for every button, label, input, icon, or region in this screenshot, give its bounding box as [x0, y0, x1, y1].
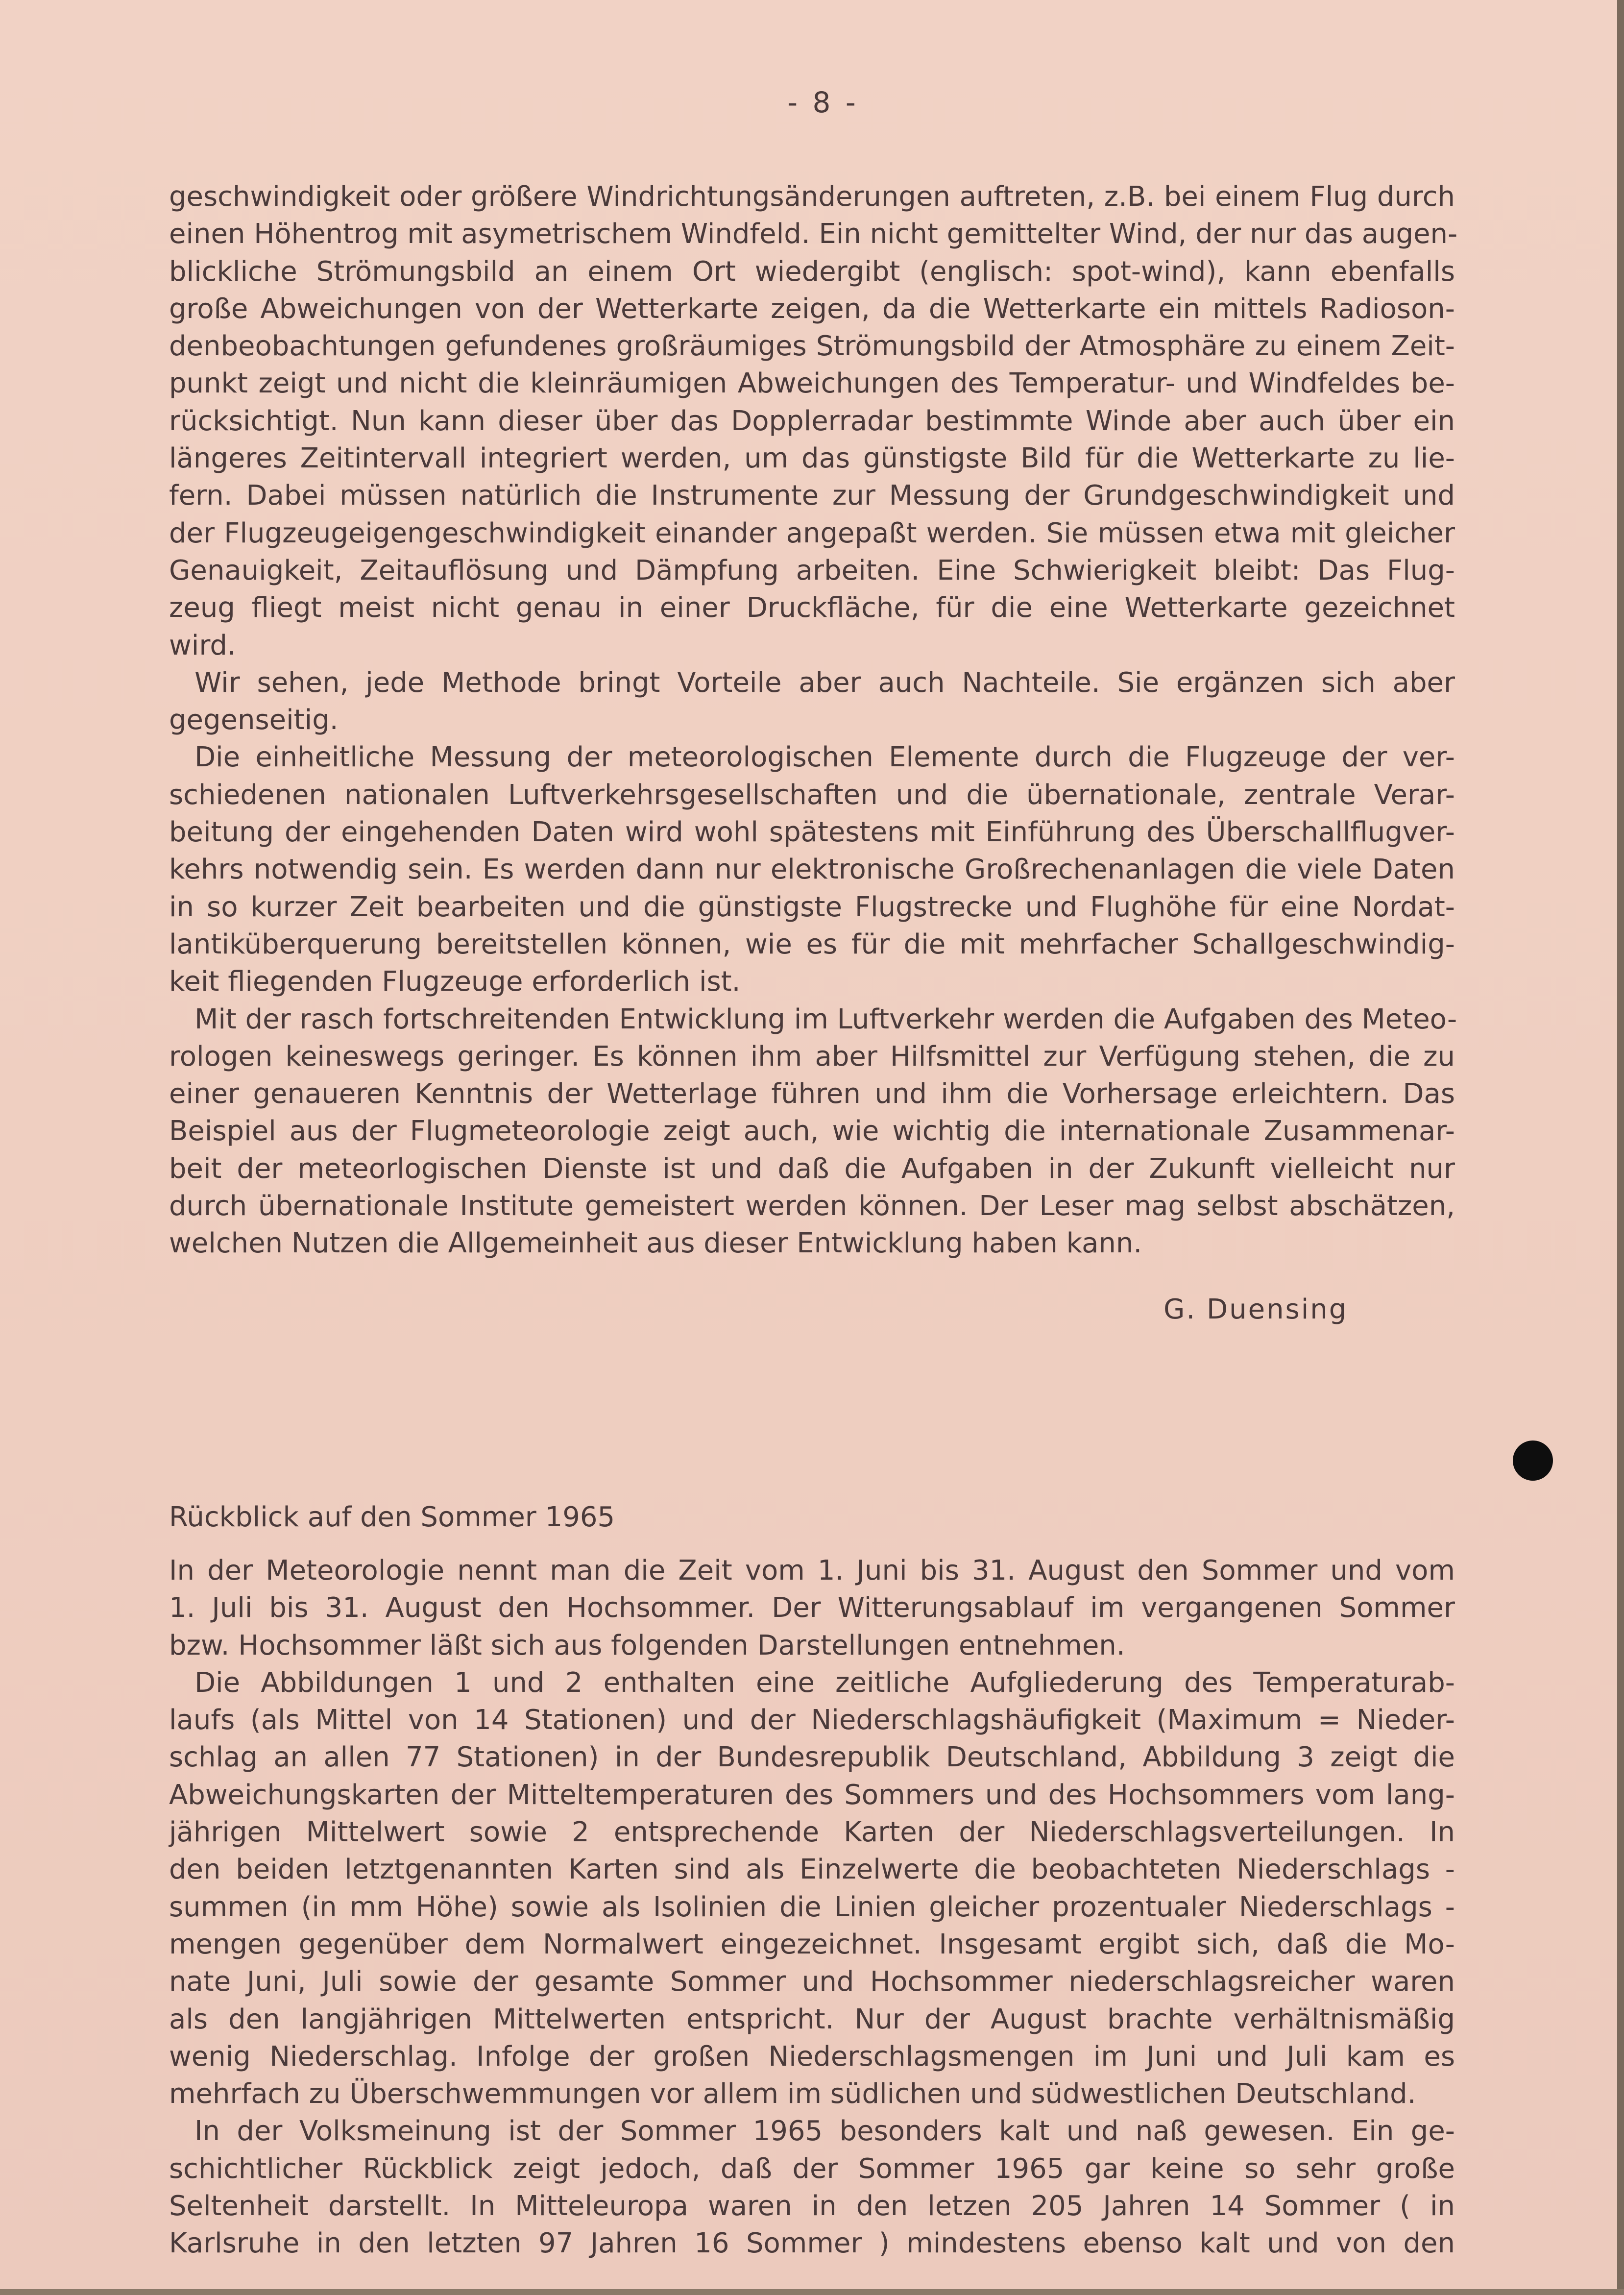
text-line: Seltenheit darstellt. In Mitteleuropa waren in den letzen 205 Jahren 14 Sommer ( in	[169, 2190, 1455, 2222]
text-line: blickliche Strömungsbild an einem Ort wiedergibt (englisch: spot-wind), kann ebenfalls	[169, 255, 1455, 288]
text-line: große Abweichungen von der Wetterkarte zeigen, da die Wetterkarte ein mittels Radioson-	[169, 293, 1455, 325]
author-signature: G. Duensing	[1163, 1294, 1348, 1325]
section-heading: Rückblick auf den Sommer 1965	[169, 1501, 615, 1533]
text-line: mengen gegenüber dem Normalwert eingezeichnet. Insgesamt ergibt sich, daß die Mo-	[169, 1928, 1455, 1960]
text-line: bzw. Hochsommer läßt sich aus folgenden Darstellungen entnehmen.	[169, 1629, 1125, 1661]
text-line: lantiküberquerung bereitstellen können, wie es für die mit mehrfacher Schallgeschwindig-	[169, 928, 1455, 960]
text-line: beitung der eingehenden Daten wird wohl spätestens mit Einführung des Überschallflugver-	[169, 816, 1455, 849]
text-line: Karlsruhe in den letzten 97 Jahren 16 Sommer ) mindestens ebenso kalt und von den	[169, 2227, 1455, 2260]
text-line: Die einheitliche Messung der meteorologischen Elemente durch die Flugzeuge der ver-	[194, 741, 1455, 774]
text-line: zeug fliegt meist nicht genau in einer Druckfläche, für die eine Wetterkarte gezeichnet	[169, 592, 1455, 624]
text-line: rücksichtigt. Nun kann dieser über das Dopplerradar bestimmte Winde aber auch über ein	[169, 405, 1455, 437]
text-line: als den langjährigen Mittelwerten entspricht. Nur der August brachte verhältnismäßig	[169, 2003, 1455, 2035]
text-line: In der Meteorologie nennt man die Zeit vom 1. Juni bis 31. August den Sommer und vom	[169, 1555, 1455, 1587]
text-line: schiedenen nationalen Luftverkehrsgesellschaften und die übernationale, zentrale Verar-	[169, 779, 1455, 811]
text-line: in so kurzer Zeit bearbeiten und die günstigste Flugstrecke und Flughöhe für eine Nordat-	[169, 891, 1455, 923]
text-line: Abweichungskarten der Mitteltemperaturen des Sommers und des Hochsommers vom lang-	[169, 1779, 1455, 1811]
text-line: jährigen Mittelwert sowie 2 entsprechende Karten der Niederschlagsverteilungen. In	[169, 1816, 1455, 1849]
text-line: längeres Zeitintervall integriert werden, um das günstigste Bild für die Wetterkarte zu lie-	[169, 442, 1455, 475]
text-line: Genauigkeit, Zeitauflösung und Dämpfung arbeiten. Eine Schwierigkeit bleibt: Das Flug-	[169, 554, 1455, 586]
text-line: kehrs notwendig sein. Es werden dann nur elektronische Großrechenanlagen die viele Daten	[169, 854, 1455, 886]
scan-edge-right	[1617, 0, 1624, 2295]
text-line: Beispiel aus der Flugmeteorologie zeigt auch, wie wichtig die internationale Zusammenar-	[169, 1115, 1455, 1148]
text-line: wird.	[169, 629, 236, 661]
text-line: geschwindigkeit oder größere Windrichtungsänderungen auftreten, z.B. bei einem Flug durch	[169, 181, 1455, 213]
text-line: schichtlicher Rückblick zeigt jedoch, daß der Sommer 1965 gar keine so sehr große	[169, 2152, 1455, 2185]
text-line: mehrfach zu Überschwemmungen vor allem im südlichen und südwestlichen Deutschland.	[169, 2078, 1416, 2110]
text-line: einer genaueren Kenntnis der Wetterlage führen und ihm die Vorhersage erleichtern. Das	[169, 1078, 1455, 1110]
text-line: laufs (als Mittel von 14 Stationen) und der Niederschlagshäufigkeit (Maximum = Nieder-	[169, 1704, 1455, 1736]
page-number: - 8 -	[787, 86, 859, 119]
article-body	[169, 1552, 1455, 2263]
text-line: den beiden letztgenannten Karten sind als Einzelwerte die beobachteten Niederschlags -	[169, 1854, 1455, 1886]
text-line: Mit der rasch fortschreitenden Entwicklung im Luftverkehr werden die Aufgaben des Meteo-	[194, 1003, 1457, 1035]
text-line: Wir sehen, jede Methode bringt Vorteile aber auch Nachteile. Sie ergänzen sich aber	[194, 666, 1455, 699]
scan-edge-bottom	[0, 2289, 1624, 2295]
text-line: punkt zeigt und nicht die kleinräumigen Abweichungen des Temperatur- und Windfeldes be-	[169, 367, 1455, 400]
text-line: wenig Niederschlag. Infolge der großen Niederschlagsmengen im Juni und Juli kam es	[169, 2040, 1455, 2073]
text-line: In der Volksmeinung ist der Sommer 1965 besonders kalt und naß gewesen. Ein ge-	[194, 2115, 1455, 2148]
text-line: welchen Nutzen die Allgemeinheit aus dieser Entwicklung haben kann.	[169, 1227, 1142, 1260]
text-line: einen Höhentrog mit asymetrischem Windfeld. Ein nicht gemittelter Wind, der nur das augen-	[169, 218, 1458, 250]
text-line: nate Juni, Juli sowie der gesamte Sommer und Hochsommer niederschlagsreicher waren	[169, 1966, 1455, 1998]
text-line: keit fliegenden Flugzeuge erforderlich ist.	[169, 966, 741, 998]
text-line: fern. Dabei müssen natürlich die Instrumente zur Messung der Grundgeschwindigkeit und	[169, 480, 1455, 512]
text-line: denbeobachtungen gefundenes großräumiges Strömungsbild der Atmosphäre zu einem Zeit-	[169, 330, 1455, 363]
text-line: beit der meteorlogischen Dienste ist und daß die Aufgaben in der Zukunft vielleicht nur	[169, 1152, 1455, 1185]
text-line: 1. Juli bis 31. August den Hochsommer. Der Witterungsablauf im vergangenen Sommer	[169, 1592, 1455, 1624]
text-line: schlag an allen 77 Stationen) in der Bundesrepublik Deutschland, Abbildung 3 zeigt die	[169, 1741, 1455, 1774]
text-line: der Flugzeugeigengeschwindigkeit einander angepaßt werden. Sie müssen etwa mit gleicher	[169, 517, 1455, 549]
text-line: Die Abbildungen 1 und 2 enthalten eine zeitliche Aufgliederung des Temperaturab-	[194, 1666, 1455, 1699]
text-line: gegenseitig.	[169, 704, 339, 736]
text-line: summen (in mm Höhe) sowie als Isolinien die Linien gleicher prozentualer Niederschlags -	[169, 1891, 1455, 1923]
punch-hole	[1513, 1440, 1553, 1481]
text-line: durch übernationale Institute gemeistert werden können. Der Leser mag selbst abschätzen,	[169, 1190, 1455, 1222]
text-line: rologen keineswegs geringer. Es können ihm aber Hilfsmittel zur Verfügung stehen, die zu	[169, 1040, 1455, 1073]
article-continuation	[169, 178, 1458, 1263]
